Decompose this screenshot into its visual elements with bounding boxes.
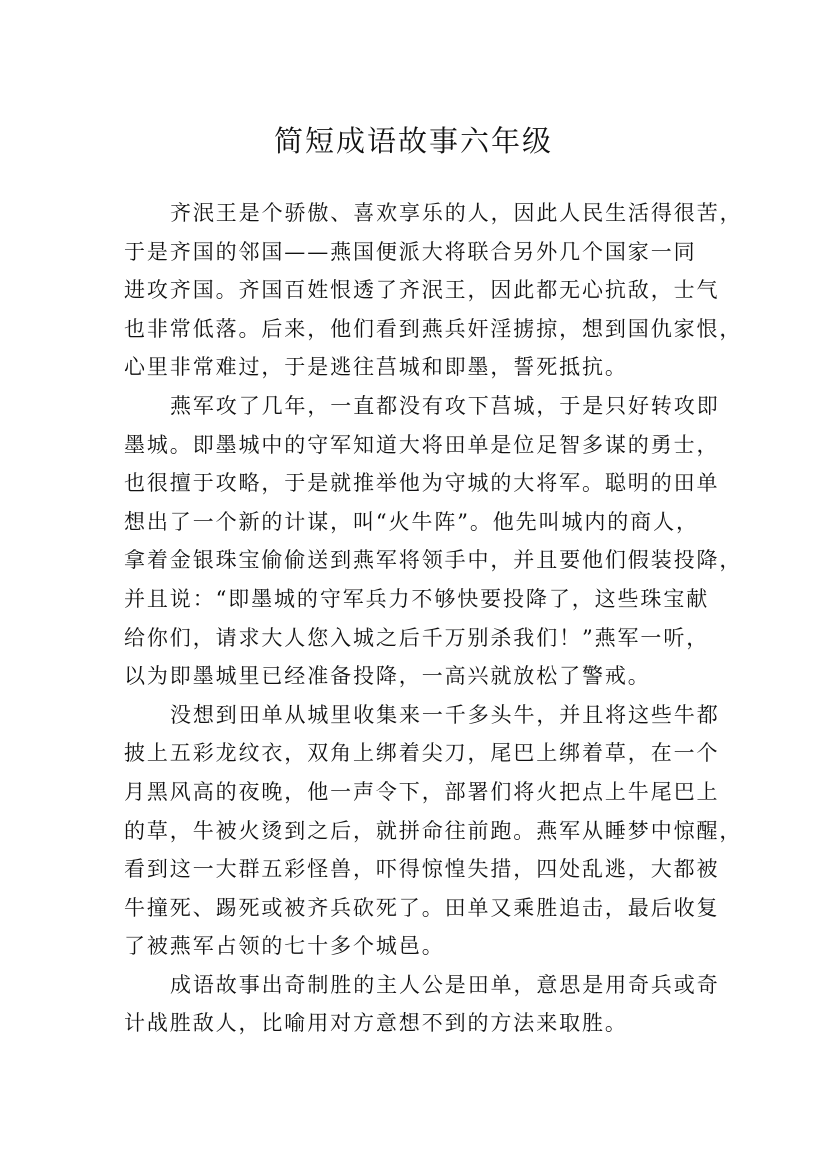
paragraph-2-line-2: 墨城。即墨城中的守军知道大将田单是位足智多谋的勇士， [124,432,720,457]
paragraph-3-line-7: 了被燕军占领的七十多个城邑。 [124,934,445,959]
paragraph-1-line-1: 齐泯王是个骄傲、喜欢享乐的人，因此人民生活得很苦， [170,201,743,225]
paragraph-4-line-1: 成语故事出奇制胜的主人公是田单，意思是用奇兵或奇 [170,972,720,997]
paragraph-3-line-4: 的草，牛被火烫到之后，就拼命往前跑。燕军从睡梦中惊醒， [124,818,743,843]
paragraph-3-line-6: 牛撞死、踢死或被齐兵砍死了。田单又乘胜追击，最后收复 [124,895,720,920]
paragraph-1-line-3: 进攻齐国。齐国百姓恨透了齐泯王，因此都无心抗敌，士气 [124,278,720,303]
paragraph-1-line-2: 于是齐国的邻国——燕国便派大将联合另外几个国家一同 [124,239,697,264]
paragraph-2-line-5: 拿着金银珠宝偷偷送到燕军将领手中，并且要他们假装投降， [124,548,743,573]
paragraph-3-line-2: 披上五彩龙纹衣，双角上绑着尖刀，尾巴上绑着草，在一个 [124,741,720,766]
paragraph-2-line-4: 想出了一个新的计谋，叫“火牛阵”。他先叫城内的商人， [124,509,699,534]
paragraph-1-line-5: 心里非常难过，于是逃往莒城和即墨，誓死抵抗。 [124,355,628,380]
paragraph-3-line-3: 月黑风高的夜晚，他一声令下，部署们将火把点上牛尾巴上 [124,779,720,804]
paragraph-2-line-1: 燕军攻了几年，一直都没有攻下莒城，于是只好转攻即 [170,393,720,418]
paragraph-3-line-5: 看到这一大群五彩怪兽，吓得惊惶失措，四处乱逃，大都被 [124,857,720,882]
paragraph-2-line-3: 也很擅于攻略，于是就推举他为守城的大将军。聪明的田单 [124,471,720,496]
paragraph-2-line-7: 给你们，请求大人您入城之后千万别杀我们！”燕军一听， [124,625,710,650]
paragraph-1-line-4: 也非常低落。后来，他们看到燕兵奸淫掳掠，想到国仇家恨， [124,316,743,341]
document-title: 简短成语故事六年级 [273,124,553,159]
paragraph-2-line-6: 并且说：“即墨城的守军兵力不够快要投降了，这些珠宝献 [124,586,710,611]
paragraph-4-line-2: 计战胜敌人，比喻用对方意想不到的方法来取胜。 [124,1011,628,1036]
document-body [124,194,743,1043]
paragraph-2-line-8: 以为即墨城里已经准备投降，一高兴就放松了警戒。 [124,664,651,689]
paragraph-3-line-1: 没想到田单从城里收集来一千多头牛，并且将这些牛都 [170,702,720,727]
